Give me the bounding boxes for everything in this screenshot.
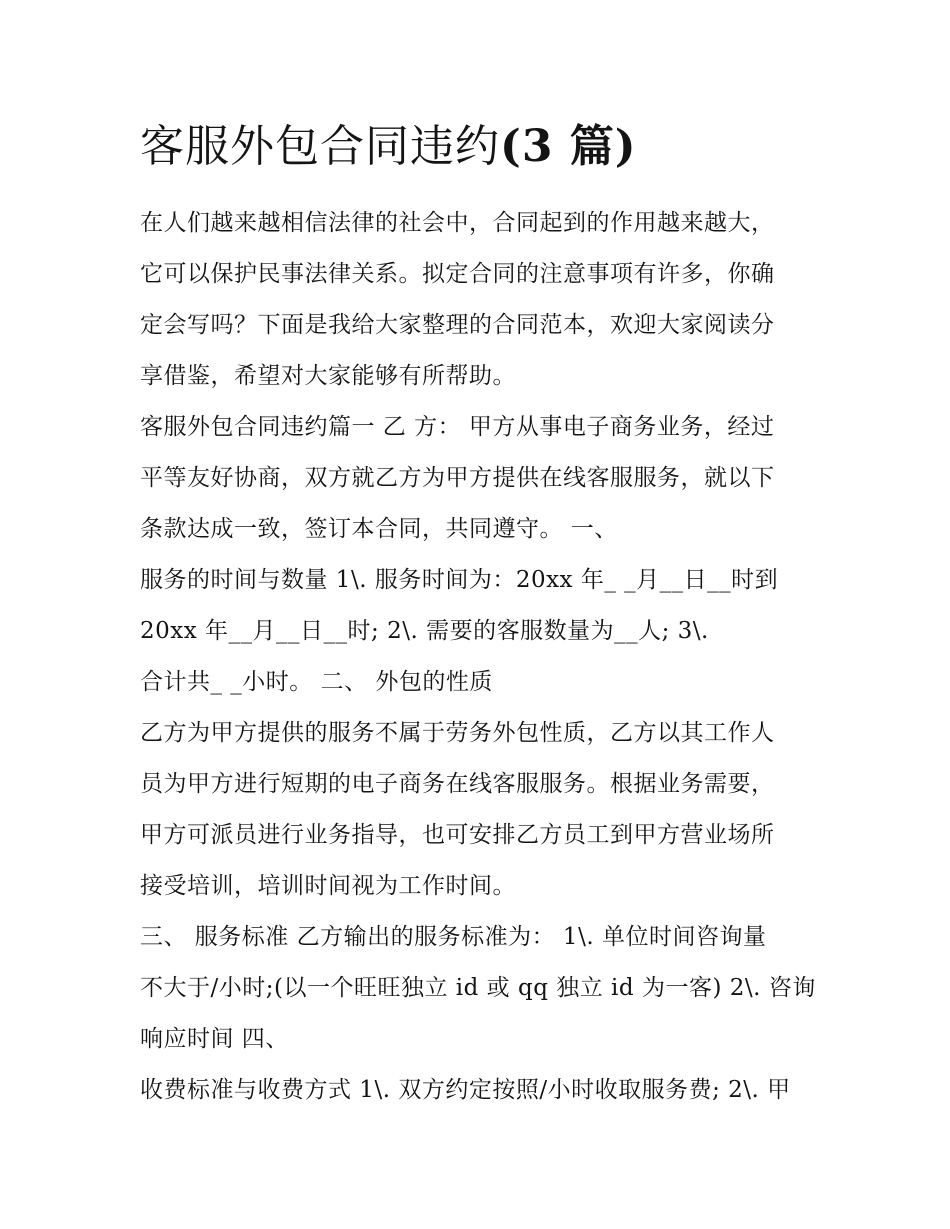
document-title — [140, 117, 840, 177]
body-line: 合计共_ _小时。 二、 外包的性质 — [140, 669, 493, 695]
body-line: 接受培训，培训时间视为工作时间。 — [140, 873, 516, 899]
body-line: 服务的时间与数量 1\. 服务时间为：20xx 年_ _月__日__时到 — [140, 567, 779, 593]
body-line: 不大于/小时;(以一个旺旺独立 id 或 qq 独立 id 为一客) 2\. 咨询 — [140, 975, 816, 1001]
body-line: 员为甲方进行短期的电子商务在线客服服务。根据业务需要， — [140, 771, 775, 797]
document-body — [140, 198, 820, 1116]
body-line: 平等友好协商，双方就乙方为甲方提供在线客服服务，就以下 — [140, 465, 775, 491]
body-line: 20xx 年__月__日__时; 2\. 需要的客服数量为__人; 3\. — [140, 618, 709, 644]
body-line: 三、 服务标准 乙方输出的服务标准为： 1\. 单位时间咨询量 — [140, 924, 767, 950]
body-line: 定会写吗？下面是我给大家整理的合同范本，欢迎大家阅读分 — [140, 312, 775, 338]
body-line: 条款达成一致，签订本合同，共同遵守。 一、 — [140, 516, 618, 542]
document-title-count: (3 篇) — [500, 121, 637, 172]
body-line: 它可以保护民事法律关系。拟定合同的注意事项有许多，你确 — [140, 261, 775, 287]
body-line: 乙方为甲方提供的服务不属于劳务外包性质，乙方以其工作人 — [140, 720, 775, 746]
body-line: 在人们越来越相信法律的社会中，合同起到的作用越来越大， — [140, 210, 775, 236]
body-line: 响应时间 四、 — [140, 1026, 289, 1052]
body-line: 享借鉴，希望对大家能够有所帮助。 — [140, 363, 516, 389]
body-line: 客服外包合同违约篇一 乙 方： 甲方从事电子商务业务，经过 — [140, 414, 775, 440]
body-line: 甲方可派员进行业务指导，也可安排乙方员工到甲方营业场所 — [140, 822, 775, 848]
body-line: 收费标准与收费方式 1\. 双方约定按照/小时收取服务费; 2\. 甲 — [140, 1077, 791, 1103]
document-title-text: 客服外包合同违约 — [140, 121, 500, 172]
